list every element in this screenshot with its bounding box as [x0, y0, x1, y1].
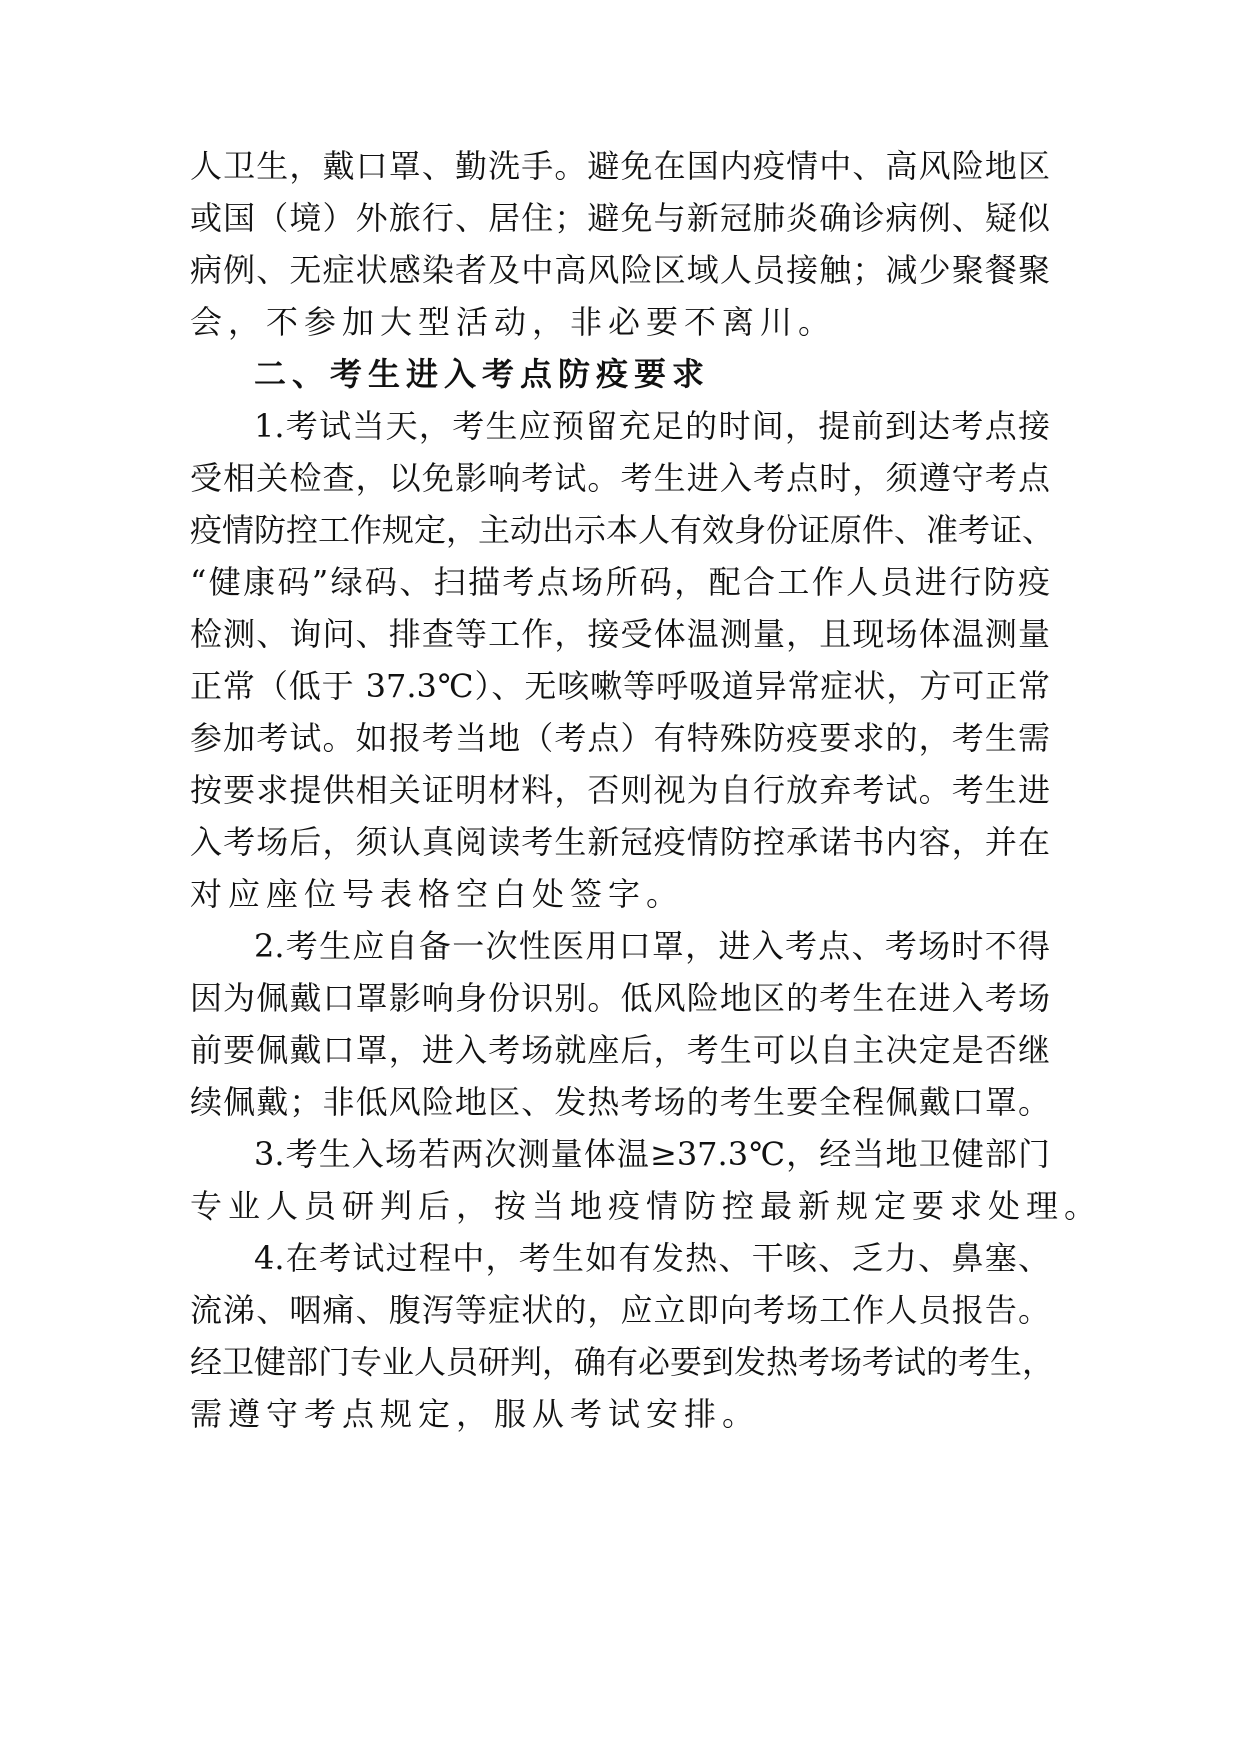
text-line: 正常（低于 37.3℃）、无咳嗽等呼吸道异常症状，方可正常 [190, 667, 1050, 705]
text-line: 续佩戴；非低风险地区、发热考场的考生要全程佩戴口罩。 [190, 1083, 1050, 1121]
text-line: 按要求提供相关证明材料，否则视为自行放弃考试。考生进 [190, 771, 1050, 809]
text-line: 入考场后，须认真阅读考生新冠疫情防控承诺书内容，并在 [190, 823, 1050, 861]
text-line: 专业人员研判后，按当地疫情防控最新规定要求处理。 [190, 1187, 1103, 1225]
paragraph-first-line: 3.考生入场若两次测量体温≥37.3℃，经当地卫健部门 [254, 1135, 1050, 1173]
text-line: 受相关检查，以免影响考试。考生进入考点时，须遵守考点 [190, 459, 1050, 497]
text-line: 经卫健部门专业人员研判，确有必要到发热考场考试的考生， [190, 1343, 1055, 1381]
text-line: “健康码”绿码、扫描考点场所码，配合工作人员进行防疫 [190, 563, 1050, 601]
paragraph-first-line: 4.在考试过程中，考生如有发热、干咳、乏力、鼻塞、 [254, 1239, 1050, 1277]
text-line: 流涕、咽痛、腹泻等症状的，应立即向考场工作人员报告。 [190, 1291, 1050, 1329]
text-line: 检测、询问、排查等工作，接受体温测量，且现场体温测量 [190, 615, 1050, 653]
text-line: 参加考试。如报考当地（考点）有特殊防疫要求的，考生需 [190, 719, 1050, 757]
text-line: 人卫生，戴口罩、勤洗手。避免在国内疫情中、高风险地区 [190, 147, 1050, 185]
paragraph-first-line: 2.考生应自备一次性医用口罩，进入考点、考场时不得 [254, 927, 1050, 965]
text-line: 病例、无症状感染者及中高风险区域人员接触；减少聚餐聚 [190, 251, 1050, 289]
text-line: 需遵守考点规定，服从考试安排。 [190, 1395, 761, 1433]
text-line: 或国（境）外旅行、居住；避免与新冠肺炎确诊病例、疑似 [190, 199, 1050, 237]
text-line: 因为佩戴口罩影响身份识别。低风险地区的考生在进入考场 [190, 979, 1050, 1017]
text-line: 前要佩戴口罩，进入考场就座后，考生可以自主决定是否继 [190, 1031, 1050, 1069]
section-heading: 二、考生进入考点防疫要求 [254, 355, 711, 393]
text-line: 对应座位号表格空白处签字。 [190, 875, 685, 913]
text-line: 会，不参加大型活动，非必要不离川。 [190, 303, 837, 341]
text-line: 疫情防控工作规定，主动出示本人有效身份证原件、准考证、 [190, 511, 1055, 549]
paragraph-first-line: 1.考试当天，考生应预留充足的时间，提前到达考点接 [254, 407, 1050, 445]
